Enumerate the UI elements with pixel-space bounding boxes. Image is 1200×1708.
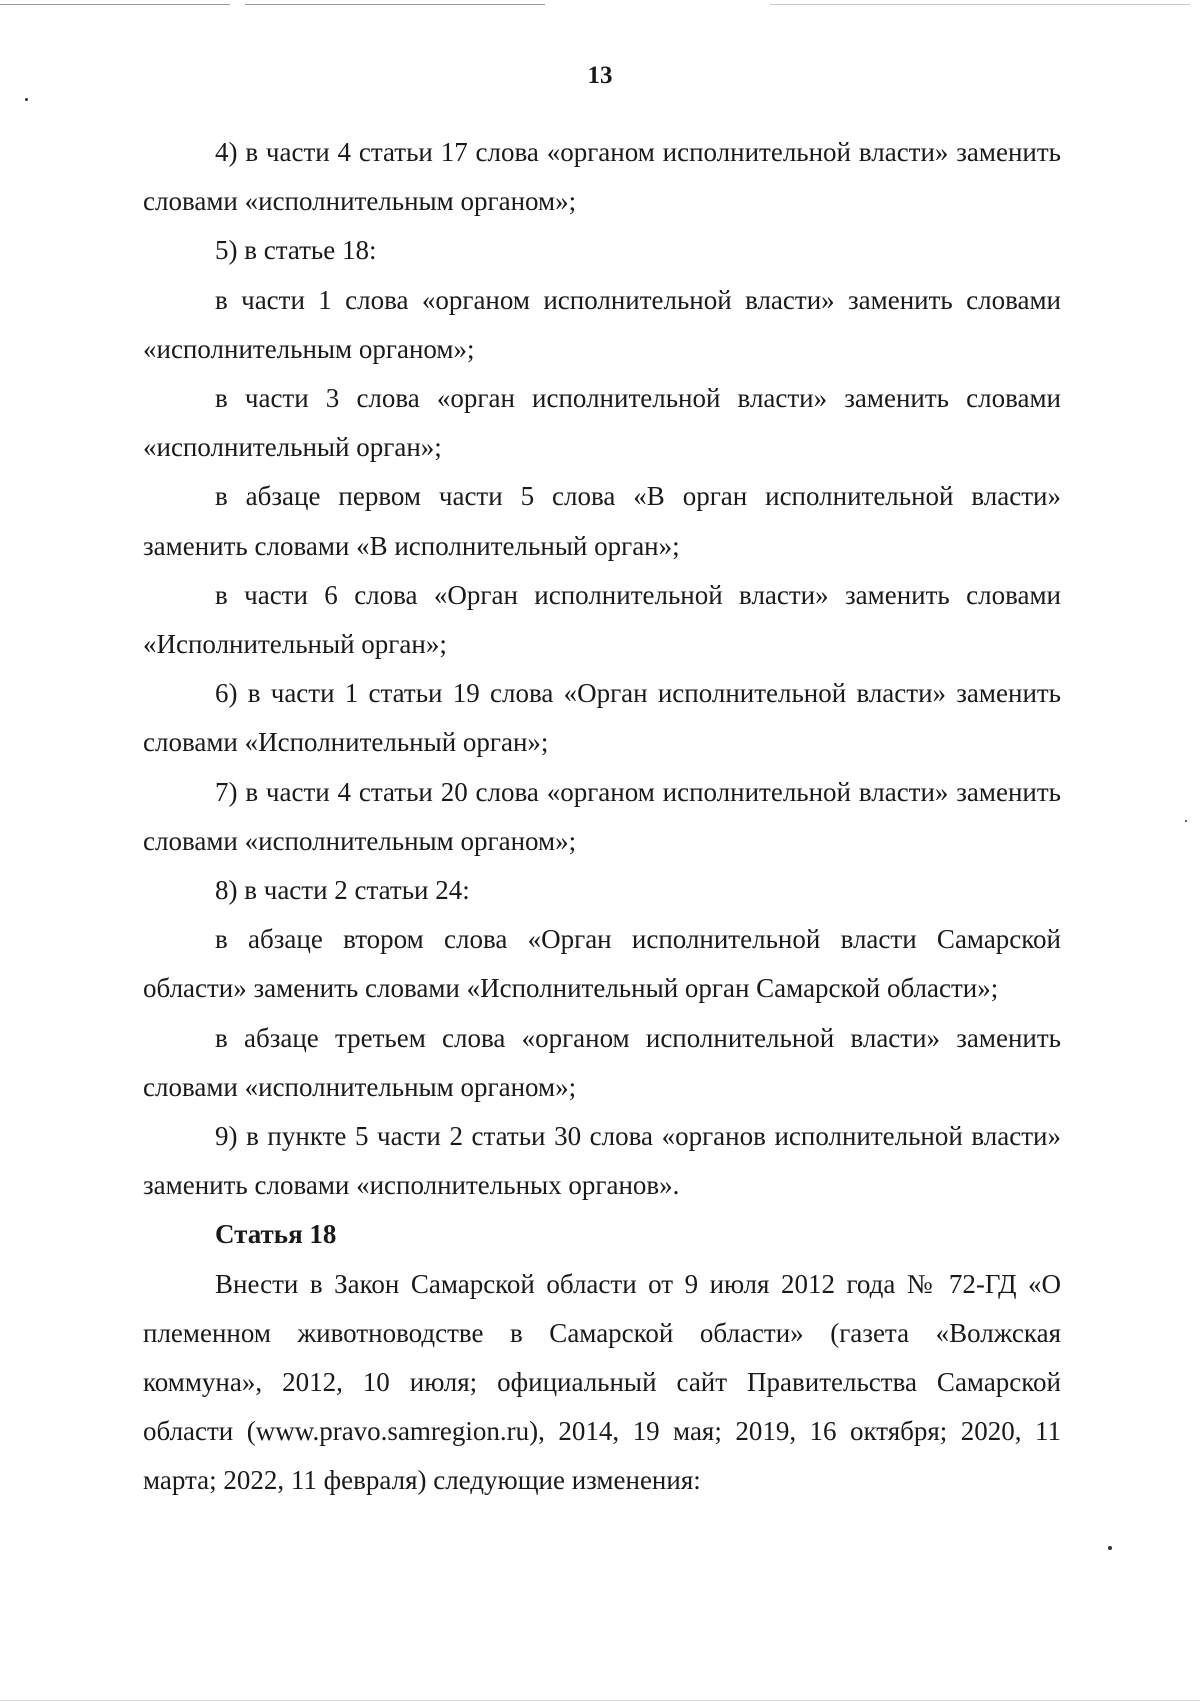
scan-speck (1185, 820, 1187, 822)
amendment-paragraph: 6) в части 1 статьи 19 слова «Орган исполнительной власти» заменить словами «Исполнительный орган»; (143, 678, 1061, 758)
article-heading: Статья 18 (215, 1219, 337, 1250)
amendment-paragraph: в части 1 слова «органом исполнительной власти» заменить словами «исполнительным органом»; (143, 284, 1061, 364)
scan-speck (1108, 1546, 1112, 1550)
document-body (143, 128, 1061, 1506)
amendment-paragraph: в части 3 слова «орган исполнительной власти» заменить словами «исполнительный орган»; (143, 383, 1061, 463)
amendment-paragraph: в абзаце втором слова «Орган исполнительной власти Самарской области» заменить словами «Исполнительный орган Самарской области»; (143, 924, 1061, 1004)
amendment-paragraph: в части 6 слова «Орган исполнительной власти» заменить словами «Исполнительный орган»; (143, 579, 1061, 660)
amendment-paragraph: 7) в части 4 статьи 20 слова «органом исполнительной власти» заменить словами «исполнительным органом»; (143, 776, 1061, 856)
amendment-paragraph: 9) в пункте 5 части 2 статьи 30 слова «органов исполнительной власти» заменить словами «исполнительных органов». (143, 1121, 1061, 1201)
scan-edge-line (770, 4, 1190, 5)
amendment-paragraph: в абзаце первом части 5 слова «В орган исполнительной власти» заменить словами «В исполнительный орган»; (143, 481, 1061, 561)
article-intro-paragraph: Внести в Закон Самарской области от 9 июля 2012 года № 72-ГД «О племенном животноводстве в Самарской области» (газета «Волжская коммуна», 2012, 10 июля; официальный сайт Правительства Самарской области (www.pravo.samregion.ru), 2014, 19 мая; 2019, 16 октября; 2020, 11 марта; 2022, 11 февраля) следующие изменения: (143, 1268, 1061, 1496)
amendment-paragraph: 4) в части 4 статьи 17 слова «органом исполнительной власти» заменить словами «исполнительным органом»; (143, 137, 1061, 217)
amendment-paragraph: в абзаце третьем слова «органом исполнительной власти» заменить словами «исполнительным органом»; (143, 1022, 1061, 1102)
scan-edge-line (0, 1700, 1200, 1701)
scan-speck (25, 98, 28, 101)
page-number: 13 (587, 62, 613, 89)
scan-edge-line (0, 4, 230, 5)
amendment-paragraph: 8) в части 2 статьи 24: (215, 875, 470, 906)
scan-edge-line (245, 4, 545, 5)
amendment-paragraph: 5) в статье 18: (215, 235, 377, 266)
